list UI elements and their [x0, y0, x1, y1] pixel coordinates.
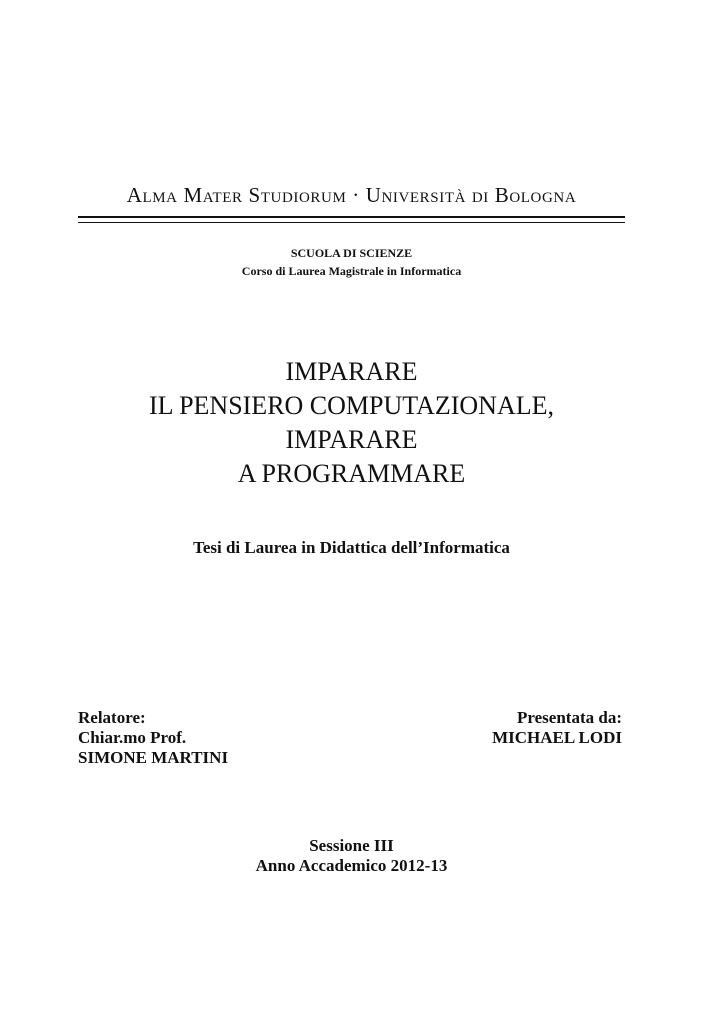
- school-block: [78, 244, 625, 280]
- title-line: IMPARARE: [285, 425, 418, 454]
- supervisor-label: Relatore:: [78, 708, 146, 727]
- supervisor-name: SIMONE MARTINI: [78, 748, 229, 767]
- thesis-subtitle: Tesi di Laurea in Didattica dell’Informatica: [193, 538, 510, 557]
- header-rule-thin: [78, 222, 625, 223]
- header-rule-thick: [78, 216, 625, 218]
- title-line: IMPARARE: [285, 357, 418, 386]
- session-block: [78, 836, 625, 876]
- supervisor-block: [78, 708, 228, 768]
- university-name: Alma Mater Studiorum · Università di Bologna: [126, 183, 577, 207]
- school-name: SCUOLA DI SCIENZE: [290, 246, 413, 260]
- course-name: Corso di Laurea Magistrale in Informatica: [241, 264, 462, 278]
- candidate-block: [492, 708, 622, 748]
- candidate-label: Presentata da:: [517, 708, 622, 727]
- academic-year: Anno Accademico 2012-13: [255, 856, 448, 875]
- supervisor-title: Chiar.mo Prof.: [78, 728, 187, 747]
- thesis-title: [78, 355, 625, 491]
- candidate-name: MICHAEL LODI: [492, 728, 622, 747]
- title-line: A PROGRAMMARE: [237, 459, 466, 488]
- session-number: Sessione III: [309, 836, 394, 855]
- title-line: IL PENSIERO COMPUTAZIONALE,: [149, 391, 554, 420]
